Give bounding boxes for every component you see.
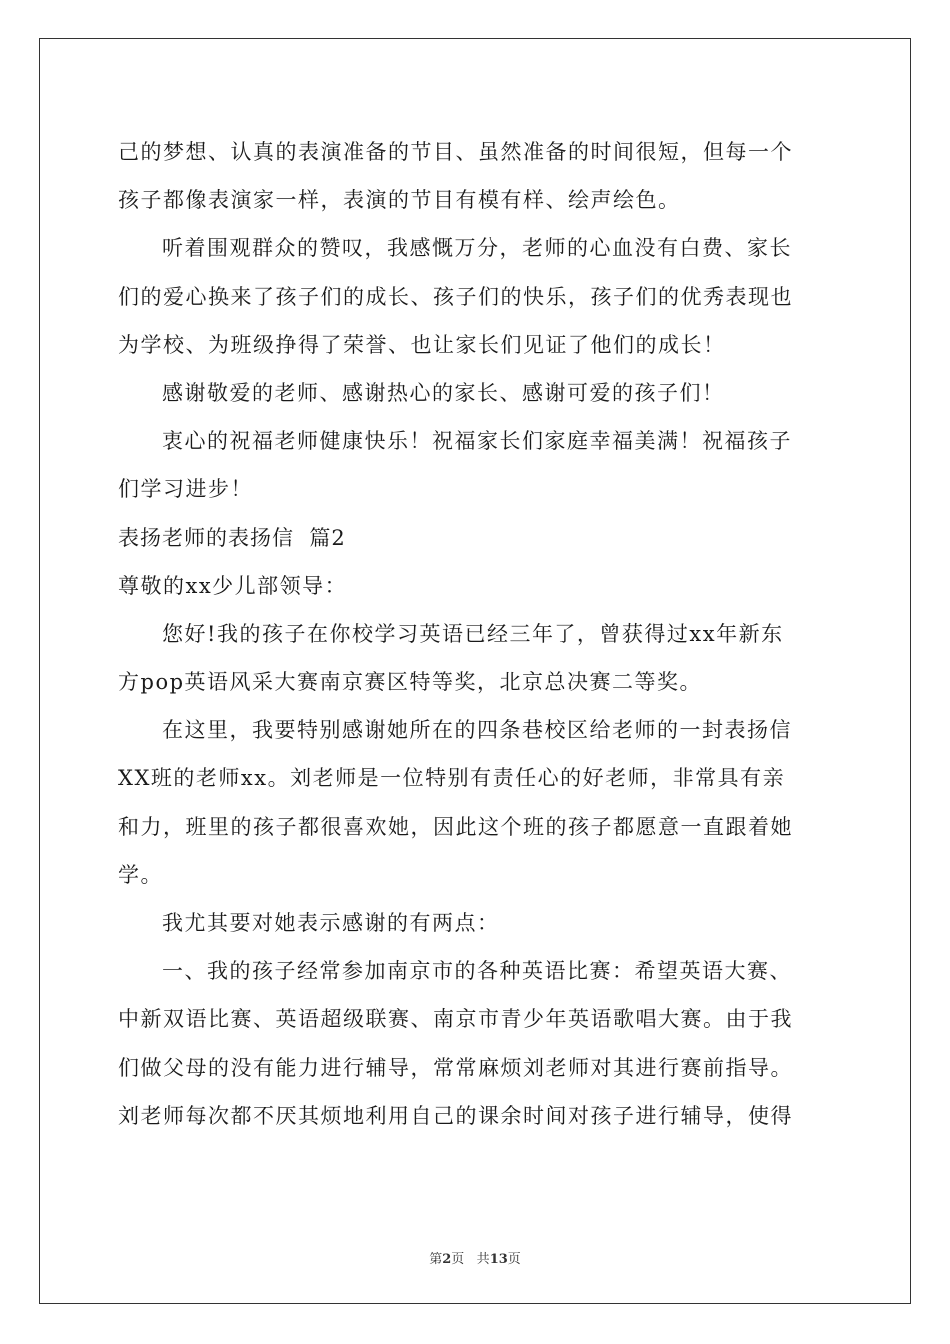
body-line: 感谢敬爱的老师、感谢热心的家长、感谢可爱的孩子们！ xyxy=(162,380,725,405)
body-line: 衷心的祝福老师健康快乐！祝福家长们家庭幸福美满！祝福孩子 xyxy=(162,429,792,454)
body-line: 们的爱心换来了孩子们的成长、孩子们的快乐，孩子们的优秀表现也 xyxy=(118,284,793,309)
body-line: 们学习进步！ xyxy=(118,477,253,502)
footer-total-pages: 13 xyxy=(489,1252,508,1267)
body-line: 和力，班里的孩子都很喜欢她，因此这个班的孩子都愿意一直跟着她 xyxy=(118,814,793,839)
footer-page-suffix: 页 xyxy=(451,1252,465,1267)
body-line: 学。 xyxy=(118,862,163,887)
body-line: 我尤其要对她表示感谢的有两点： xyxy=(162,911,500,935)
body-line: 为学校、为班级挣得了荣誉、也让家长们见证了他们的成长！ xyxy=(118,332,726,357)
body-line: 们做父母的没有能力进行辅导，常常麻烦刘老师对其进行赛前指导。 xyxy=(118,1055,793,1080)
salutation: 尊敬的xx少儿部领导： xyxy=(118,573,348,598)
body-line: 在这里，我要特别感谢她所在的四条巷校区给老师的一封表扬信 xyxy=(162,718,792,743)
body-line: 中新双语比赛、英语超级联赛、南京市青少年英语歌唱大赛。由于我 xyxy=(118,1007,793,1032)
document-body xyxy=(118,128,838,1140)
body-line: 刘老师每次都不厌其烦地利用自己的课余时间对孩子进行辅导，使得 xyxy=(118,1103,793,1128)
body-line: 方pop英语风采大赛南京赛区特等奖，北京总决赛二等奖。 xyxy=(118,670,703,695)
footer-total-prefix: 共 xyxy=(476,1252,490,1267)
footer-total-suffix: 页 xyxy=(507,1252,521,1267)
footer-prefix: 第 xyxy=(429,1252,443,1267)
body-line: 听着围观群众的赞叹，我感慨万分，老师的心血没有白费、家长 xyxy=(162,236,792,261)
body-line: XX班的老师xx。刘老师是一位特别有责任心的好老师，非常具有亲 xyxy=(118,766,786,791)
page-footer xyxy=(0,1248,950,1267)
body-line: 孩子都像表演家一样，表演的节目有模有样、绘声绘色。 xyxy=(118,188,681,213)
body-line: 己的梦想、认真的表演准备的节目、虽然准备的时间很短，但每一个 xyxy=(118,140,793,164)
body-line: 您好!我的孩子在你校学习英语已经三年了，曾获得过xx年新东 xyxy=(162,621,784,646)
section-heading: 表扬老师的表扬信 篇2 xyxy=(118,525,346,550)
body-line: 一、我的孩子经常参加南京市的各种英语比赛：希望英语大赛、 xyxy=(162,959,792,984)
footer-page-number: 2 xyxy=(442,1252,452,1267)
